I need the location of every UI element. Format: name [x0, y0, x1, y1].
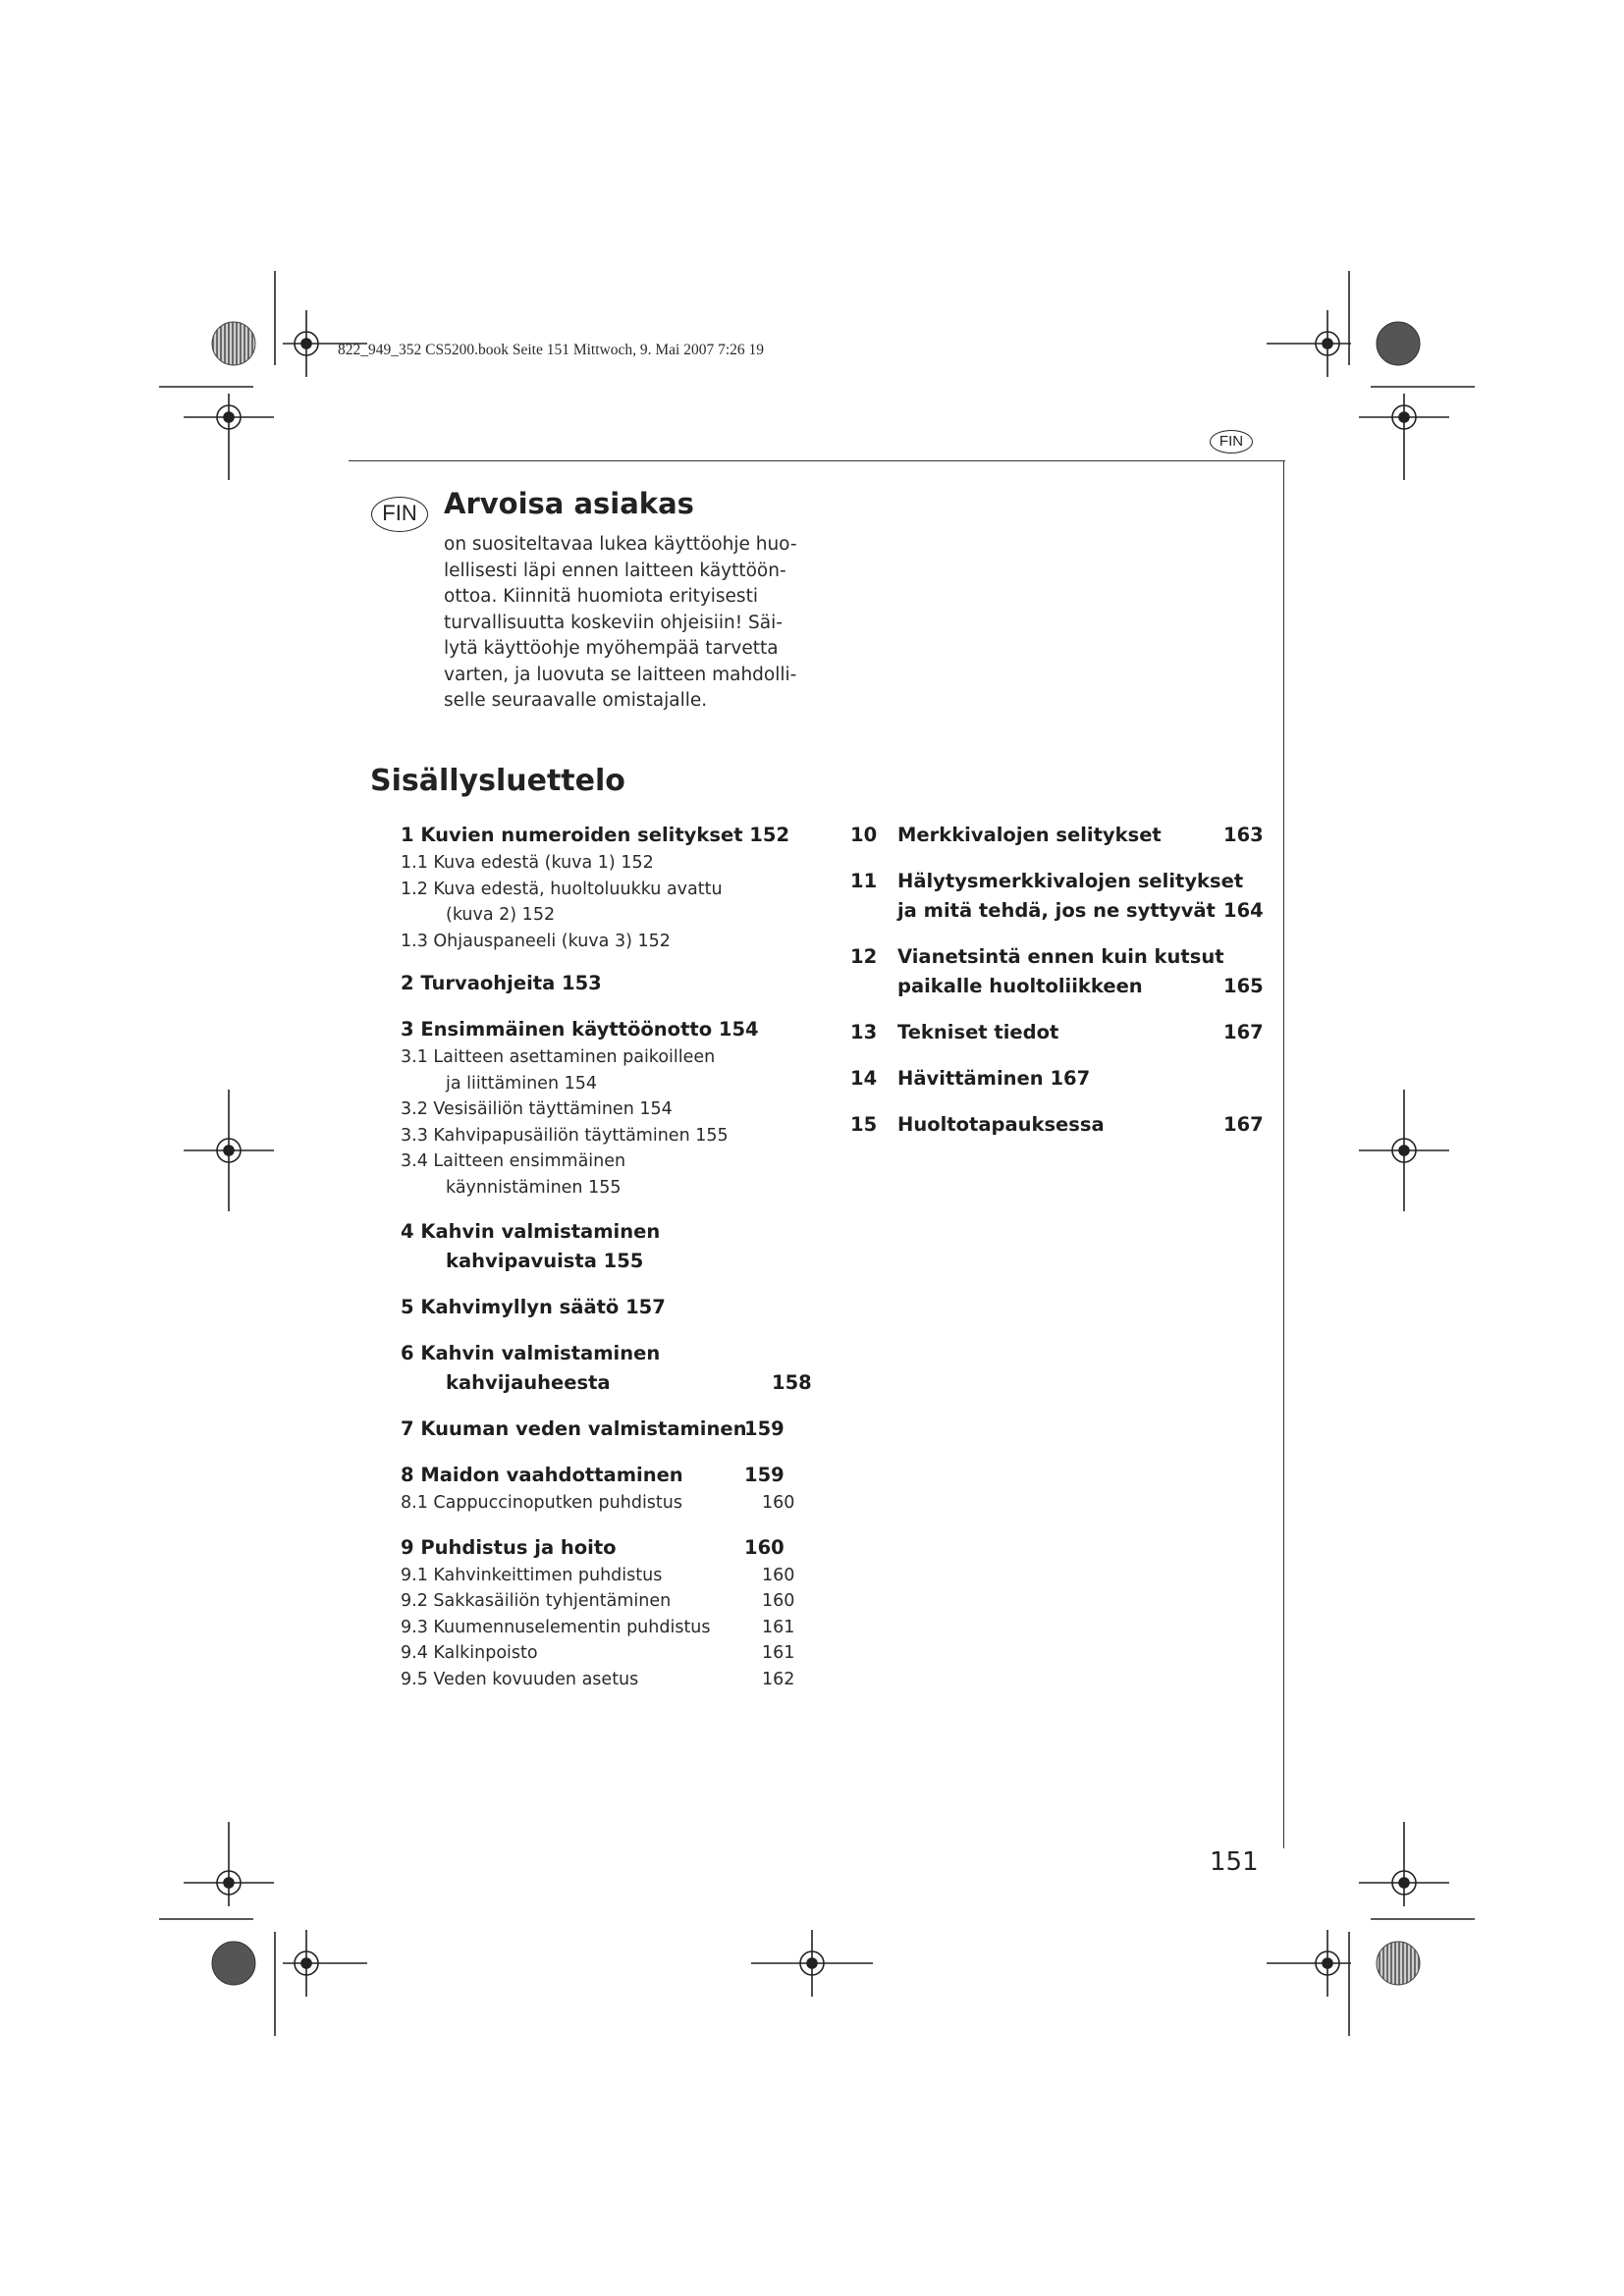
toc-entry-8	[401, 1461, 813, 1490]
toc-page-number: 158	[772, 1371, 812, 1394]
toc-subentry: 1.2 Kuva edestä, huoltoluukku avattu	[401, 879, 723, 899]
toc-entry-9	[401, 1533, 813, 1563]
toc-right-column	[850, 821, 1263, 1140]
page-number: 151	[1210, 1847, 1259, 1877]
toc-page-number: 160	[762, 1493, 795, 1513]
intro-title: Arvoisa asiakas	[444, 487, 694, 520]
toc-page-number: 165	[1223, 975, 1264, 997]
toc-page-number: 160	[762, 1591, 795, 1611]
toc-entry-label: 9 Puhdistus ja hoito	[401, 1535, 617, 1559]
toc-page-number: 163	[1223, 824, 1264, 846]
toc-page-number: 160	[762, 1565, 795, 1585]
intro-line: selle seuraavalle omistajalle.	[444, 690, 708, 711]
toc-entry-11	[850, 867, 1263, 926]
toc-subentry-cont: (kuva 2) 152	[446, 905, 556, 925]
toc-entry-line	[850, 972, 1263, 1001]
intro-line: lellisesti läpi ennen laitteen käyttöön-	[444, 560, 786, 581]
toc-subentry: 3.4 Laitteen ensimmäinen	[401, 1151, 626, 1171]
toc-title: Sisällysluettelo	[370, 764, 625, 798]
toc-left-column	[401, 821, 813, 1692]
toc-entry-5: 5 Kahvimyllyn säätö 157	[401, 1296, 666, 1318]
toc-subentries-8	[401, 1490, 813, 1517]
toc-subentry	[401, 1563, 813, 1589]
toc-entry-2: 2 Turvaohjeita 153	[401, 972, 602, 994]
toc-page-number: 167	[1223, 1113, 1264, 1136]
toc-entry-6	[401, 1339, 813, 1398]
intro-paragraph	[444, 532, 817, 715]
toc-entry-line	[850, 896, 1263, 926]
toc-entry-label: 7 Kuuman veden valmistaminen	[401, 1417, 747, 1440]
toc-page-number: 164	[1223, 899, 1264, 922]
toc-subentry-label: 9.2 Sakkasäiliön tyhjentäminen	[401, 1591, 672, 1611]
toc-entry-title-cont: kahvipavuista 155	[446, 1250, 644, 1272]
toc-subentry-label: 9.3 Kuumennuselementin puhdistus	[401, 1617, 711, 1637]
toc-entry-7	[401, 1415, 813, 1444]
toc-page-number: 159	[744, 1417, 785, 1440]
toc-entry-label: Vianetsintä ennen kuin kutsut	[897, 945, 1224, 968]
toc-subentry-cont: ja liittäminen 154	[446, 1073, 598, 1094]
toc-subentry: 1.1 Kuva edestä (kuva 1) 152	[401, 853, 654, 873]
intro-language-badge: FIN	[371, 497, 428, 532]
intro-line: varten, ja luovuta se laitteen mahdolli-	[444, 664, 797, 685]
toc-subentry: 3.1 Laitteen asettaminen paikoilleen	[401, 1047, 716, 1067]
toc-entry-13	[850, 1018, 1263, 1047]
toc-subentry	[401, 1588, 813, 1615]
toc-subentry	[401, 1490, 813, 1517]
toc-subentry-label: 8.1 Cappuccinoputken puhdistus	[401, 1493, 682, 1513]
toc-entry-label: 8 Maidon vaahdottaminen	[401, 1464, 683, 1486]
toc-subentry-cont: käynnistäminen 155	[446, 1177, 622, 1198]
intro-line: lytä käyttöohje myöhempää tarvetta	[444, 638, 779, 659]
toc-entry-number: 10	[850, 824, 878, 846]
language-badge: FIN	[1210, 430, 1253, 454]
toc-entry-number: 13	[850, 1021, 878, 1043]
toc-subentries-3	[401, 1044, 813, 1201]
toc-entry-label-cont: ja mitä tehdä, jos ne syttyvät	[897, 899, 1216, 922]
toc-entry-title-cont	[401, 1368, 813, 1398]
intro-line: ottoa. Kiinnitä huomiota erityisesti	[444, 586, 758, 607]
toc-entry-label: Merkkivalojen selitykset	[897, 824, 1162, 846]
toc-entry-title: 6 Kahvin valmistaminen	[401, 1342, 661, 1364]
toc-page-number: 161	[762, 1643, 795, 1663]
print-header-line: 822_949_352 CS5200.book Seite 151 Mittwoch, 9. Mai 2007 7:26 19	[338, 342, 764, 358]
toc-page-number: 160	[744, 1535, 785, 1559]
toc-entry-label-cont: paikalle huoltoliikkeen	[897, 975, 1143, 997]
toc-entry-label: Tekniset tiedot	[897, 1021, 1059, 1043]
toc-page-number: 161	[762, 1617, 795, 1637]
toc-entry-number: 15	[850, 1113, 878, 1136]
toc-entry-label: Hälytysmerkkivalojen selitykset	[897, 870, 1244, 892]
toc-entry-label: Hävittäminen 167	[897, 1067, 1091, 1090]
toc-entry-line	[850, 942, 1263, 972]
intro-line: turvallisuutta koskeviin ohjeisiin! Säi-	[444, 612, 783, 633]
toc-subentries-1	[401, 850, 813, 954]
toc-entry-3: 3 Ensimmäinen käyttöönotto 154	[401, 1018, 759, 1041]
toc-page-number: 167	[1223, 1021, 1264, 1043]
toc-entry-15	[850, 1110, 1263, 1140]
toc-subentry-label: 9.1 Kahvinkeittimen puhdistus	[401, 1565, 663, 1585]
toc-entry-1: 1 Kuvien numeroiden selitykset 152	[401, 824, 790, 846]
toc-subentry-label: 9.5 Veden kovuuden asetus	[401, 1669, 639, 1689]
toc-subentry: 1.3 Ohjauspaneeli (kuva 3) 152	[401, 931, 671, 951]
toc-subentry: 3.2 Vesisäiliön täyttäminen 154	[401, 1099, 673, 1119]
toc-subentry-label: 9.4 Kalkinpoisto	[401, 1643, 538, 1663]
toc-subentry	[401, 1615, 813, 1641]
toc-entry-10	[850, 821, 1263, 850]
toc-entry-number: 12	[850, 945, 878, 968]
toc-entry-label: kahvijauheesta	[446, 1371, 611, 1394]
intro-line: on suositeltavaa lukea käyttöohje huo-	[444, 534, 797, 555]
top-rule	[349, 460, 1285, 461]
toc-page-number: 159	[744, 1464, 785, 1486]
toc-entry-4	[401, 1217, 813, 1276]
toc-subentry	[401, 1667, 813, 1693]
toc-entry-line	[850, 867, 1263, 896]
toc-entry-title: 4 Kahvin valmistaminen	[401, 1220, 661, 1243]
toc-subentry: 3.3 Kahvipapusäiliön täyttäminen 155	[401, 1125, 729, 1146]
right-rule	[1283, 460, 1284, 1848]
toc-page-number: 162	[762, 1669, 795, 1689]
toc-entry-14	[850, 1064, 1263, 1094]
toc-entry-12	[850, 942, 1263, 1001]
toc-entry-number: 14	[850, 1067, 878, 1090]
toc-entry-number: 11	[850, 870, 878, 892]
toc-subentries-9	[401, 1563, 813, 1693]
toc-entry-label: Huoltotapauksessa	[897, 1113, 1105, 1136]
toc-subentry	[401, 1640, 813, 1667]
